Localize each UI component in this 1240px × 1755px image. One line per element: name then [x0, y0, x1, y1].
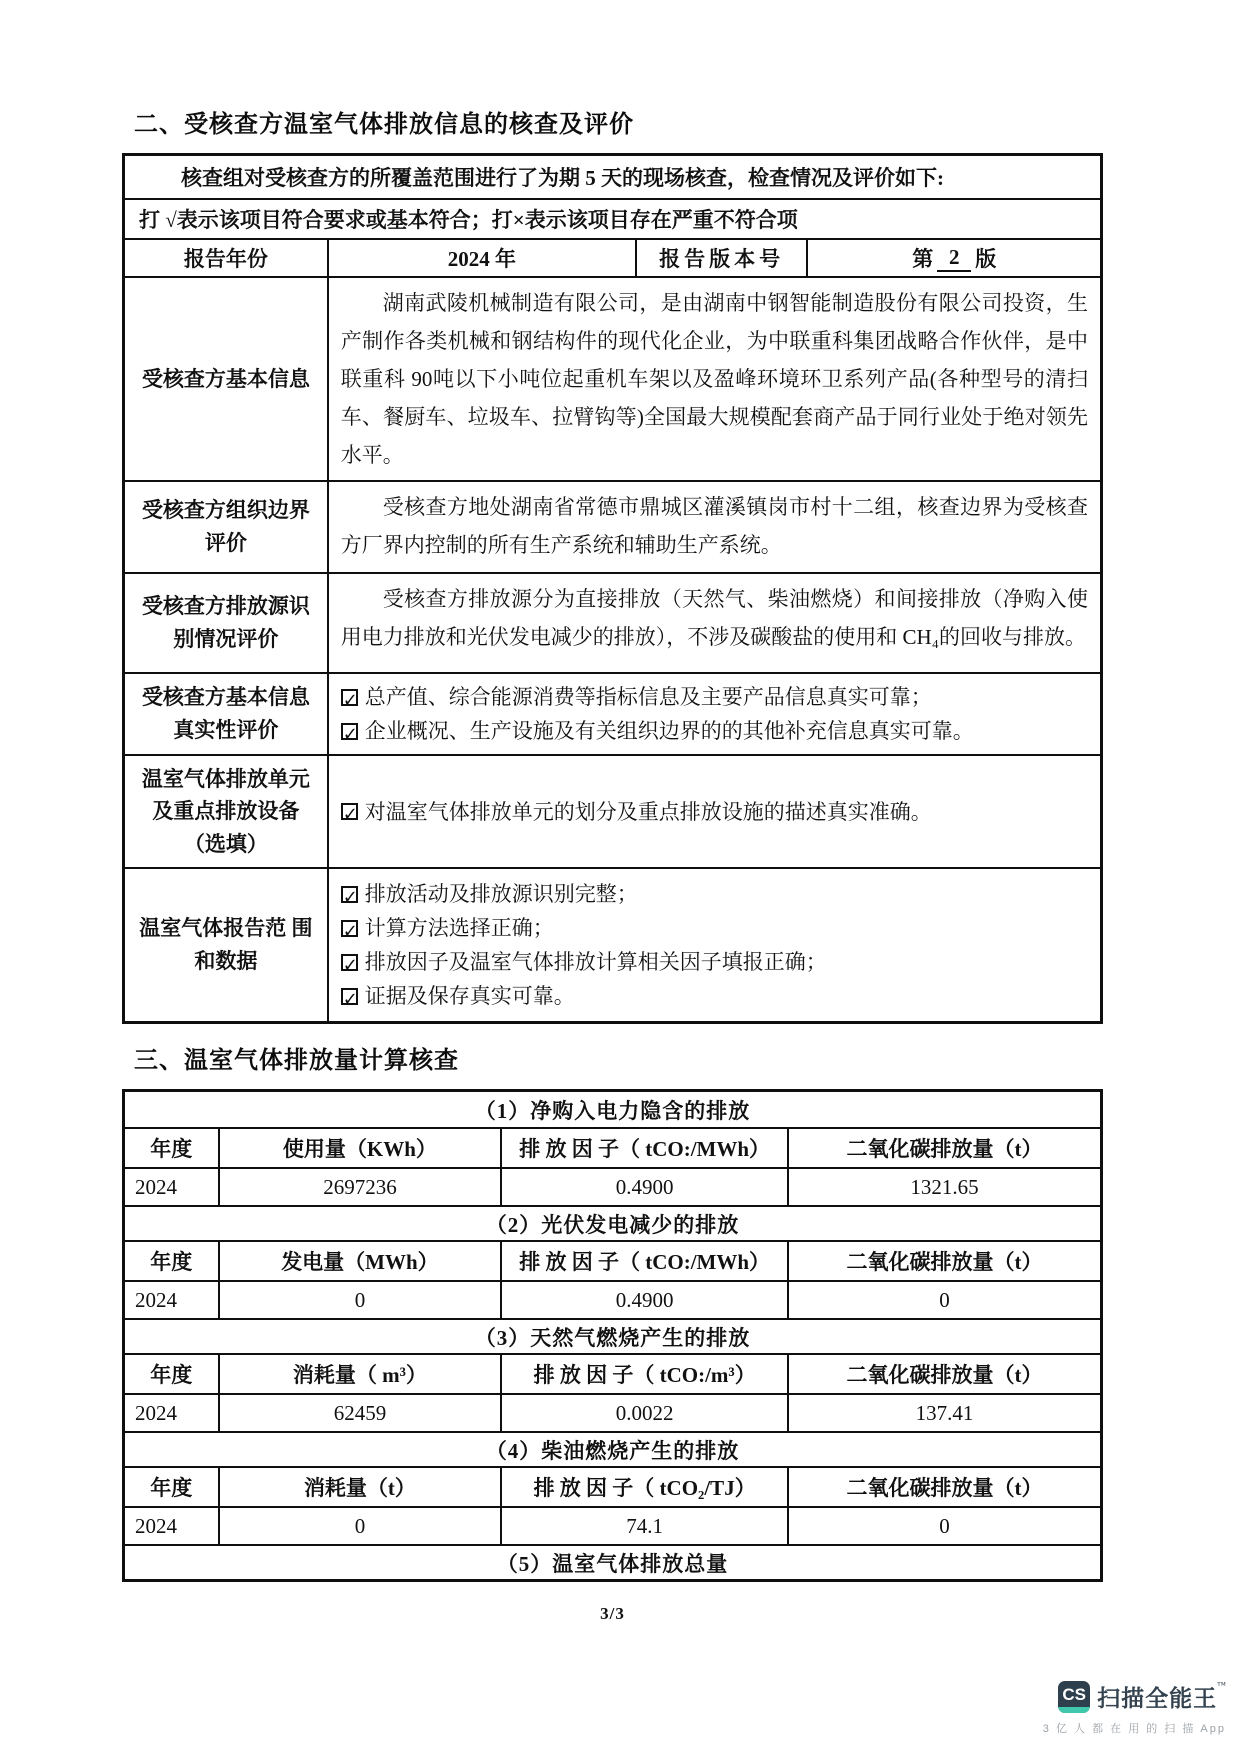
- report-year-row: [125, 238, 1100, 276]
- row-label: 温室气体报告范 围和数据: [125, 869, 329, 1021]
- basic-info-row: [125, 276, 1100, 480]
- subtable-data-row: [125, 1506, 1100, 1544]
- header-cell: 消耗量（ m³）: [220, 1355, 503, 1393]
- subtable-data-row: [125, 1167, 1100, 1205]
- watermark-tagline: 3 亿 人 都 在 用 的 扫 描 App: [1042, 1723, 1226, 1735]
- row-label: 温室气体排放单元及重点排放设备（选填）: [125, 756, 329, 867]
- check-text: 排放因子及温室气体排放计算相关因子填报正确；: [364, 950, 827, 974]
- row-label: 受核查方排放源识别情况评价: [125, 574, 329, 672]
- data-cell: 1321.65: [910, 1174, 979, 1199]
- check-text: 计算方法选择正确；: [364, 916, 554, 940]
- report-year-label: 报告年份: [125, 240, 329, 276]
- subtable-header-row: [125, 1127, 1100, 1167]
- check-line: [341, 680, 1088, 714]
- emission-unit-row: [125, 754, 1100, 867]
- header-cell: 使用量（KWh）: [220, 1129, 503, 1167]
- check-line: [341, 877, 1088, 911]
- data-cell: 2024: [125, 1169, 220, 1205]
- version-number: 2: [937, 245, 971, 272]
- emission-source-row: [125, 572, 1100, 672]
- header-cell: 排 放 因 子（ tCO:/MWh）: [502, 1129, 789, 1167]
- check-text: 证据及保存真实可靠。: [364, 984, 575, 1008]
- header-cell: 年度: [125, 1468, 220, 1506]
- data-cell: 0.4900: [502, 1169, 789, 1205]
- row-text: 湖南武陵机械制造有限公司，是由湖南中钢智能制造股份有限公司投资，生产制作各类机械和钢结构件的现代化企业，为中联重科集团战略合作伙伴，是中联重科 90吨以下小吨位起重机车架以及盈峰环境环卫系列产品(各种型号的清扫车、餐厨车、垃圾车、拉臂钩等)全国最大规模配套商产品于同行业处于绝对领先水平。: [340, 291, 1088, 467]
- data-cell: 0: [939, 1513, 950, 1538]
- subtable-header-row: [125, 1353, 1100, 1393]
- check-text: 企业概况、生产设施及有关组织边界的的其他补充信息真实可靠。: [364, 719, 974, 743]
- verification-evaluation-table: [122, 153, 1103, 1024]
- authenticity-row: [125, 672, 1100, 754]
- data-cell: 137.41: [915, 1400, 974, 1425]
- data-cell: 2024: [125, 1282, 220, 1318]
- subtable-header-row: [125, 1466, 1100, 1506]
- subtable-data-row: [125, 1393, 1100, 1431]
- checked-checkbox-icon: [341, 803, 358, 820]
- logo-text: CS: [1062, 1684, 1086, 1704]
- data-cell: 0.0022: [502, 1395, 789, 1431]
- data-cell: 2697236: [220, 1169, 503, 1205]
- check-line: [341, 911, 1088, 945]
- check-line: [341, 795, 1088, 829]
- header-cell: 年度: [125, 1242, 220, 1280]
- header-cell: 二氧化碳排放量（t）: [846, 1476, 1043, 1500]
- org-boundary-row: [125, 480, 1100, 572]
- checked-checkbox-icon: [341, 920, 358, 937]
- checked-checkbox-icon: [341, 689, 358, 706]
- report-version-value: [808, 240, 1100, 276]
- check-list: [329, 869, 1100, 1021]
- data-cell: 0: [220, 1282, 503, 1318]
- check-line: [341, 945, 1088, 979]
- row-label: 受核查方组织边界评价: [125, 482, 329, 572]
- data-cell: 0: [939, 1287, 950, 1312]
- header-cell: 二氧化碳排放量（t）: [846, 1363, 1043, 1387]
- watermark-row: [1036, 1680, 1226, 1713]
- app-name-wrap: [1097, 1680, 1226, 1713]
- version-suffix: 版: [975, 247, 997, 271]
- checked-checkbox-icon: [341, 886, 358, 903]
- header-cell: 排 放 因 子（ tCO:/m³）: [502, 1355, 789, 1393]
- header-cell: 消耗量（t）: [220, 1468, 503, 1506]
- emission-calculation-table: [122, 1089, 1103, 1582]
- row-text: 受核查方排放源分为直接排放（天然气、柴油燃烧）和间接排放（净购入使用电力排放和光伏发电减少的排放），不涉及碳酸盐的使用和 CH₄的回收与排放。: [340, 587, 1088, 649]
- table-row: [125, 198, 1100, 238]
- check-list: [329, 756, 1100, 867]
- app-name: 扫描全能王: [1097, 1685, 1218, 1711]
- check-list: [329, 674, 1100, 754]
- checked-checkbox-icon: [341, 954, 358, 971]
- header-cell: 年度: [125, 1355, 220, 1393]
- header-cell: 发电量（MWh）: [220, 1242, 503, 1280]
- header-cell: 二氧化碳排放量（t）: [846, 1250, 1043, 1274]
- trademark-symbol: ™: [1217, 1680, 1226, 1690]
- header-cell: 排 放 因 子（ tCO₂/TJ）: [502, 1468, 789, 1506]
- report-year-value: 2024 年: [329, 240, 637, 276]
- page-number: 3/3: [600, 1604, 625, 1623]
- header-cell: 排 放 因 子（ tCO:/MWh）: [502, 1242, 789, 1280]
- data-cell: 0.4900: [502, 1282, 789, 1318]
- subtable-caption: （5）温室气体排放总量: [125, 1544, 1100, 1579]
- check-text: 总产值、综合能源消费等指标信息及主要产品信息真实可靠；: [364, 685, 932, 709]
- subtable-header-row: [125, 1240, 1100, 1280]
- report-version-label: 报告版本号: [637, 240, 809, 276]
- check-line: [341, 979, 1088, 1013]
- row-label: 受核查方基本信息真实性评价: [125, 674, 329, 754]
- data-cell: 74.1: [502, 1508, 789, 1544]
- camscanner-watermark: [1036, 1680, 1226, 1736]
- check-text: 排放活动及排放源识别完整；: [364, 882, 638, 906]
- intro-text: 核查组对受核查方的所覆盖范围进行了为期 5 天的现场核查，检查情况及评价如下:: [181, 166, 944, 190]
- checked-checkbox-icon: [341, 988, 358, 1005]
- check-line: [341, 714, 1088, 748]
- subtable-caption: （4）柴油燃烧产生的排放: [125, 1431, 1100, 1466]
- camscanner-logo-icon: [1058, 1681, 1090, 1713]
- section2-title: 二、受核查方温室气体排放信息的核查及评价: [134, 111, 634, 138]
- data-cell: 2024: [125, 1395, 220, 1431]
- subtable-caption: （2）光伏发电减少的排放: [125, 1205, 1100, 1240]
- document-content: [122, 0, 1103, 1624]
- check-text: 对温室气体排放单元的划分及重点排放设施的描述真实准确。: [364, 799, 932, 824]
- subtable-data-row: [125, 1280, 1100, 1318]
- version-prefix: 第: [912, 247, 934, 271]
- table-row: [125, 156, 1100, 198]
- section3-title: 三、温室气体排放量计算核查: [134, 1047, 459, 1074]
- data-cell: 62459: [220, 1395, 503, 1431]
- checked-checkbox-icon: [341, 723, 358, 740]
- data-cell: 2024: [125, 1508, 220, 1544]
- header-cell: 二氧化碳排放量（t）: [846, 1137, 1043, 1161]
- row-text: 受核查方地处湖南省常德市鼎城区灌溪镇岗市村十二组，核查边界为受核查方厂界内控制的所有生产系统和辅助生产系统。: [340, 495, 1088, 557]
- row-label: 受核查方基本信息: [125, 278, 329, 480]
- subtable-caption: （1）净购入电力隐含的排放: [474, 1098, 751, 1123]
- header-cell: 年度: [125, 1129, 220, 1167]
- legend-text: 打 √表示该项目符合要求或基本符合；打×表示该项目存在严重不符合项: [139, 208, 798, 232]
- data-cell: 0: [220, 1508, 503, 1544]
- report-scope-row: [125, 867, 1100, 1021]
- subtable-caption: （3）天然气燃烧产生的排放: [125, 1318, 1100, 1353]
